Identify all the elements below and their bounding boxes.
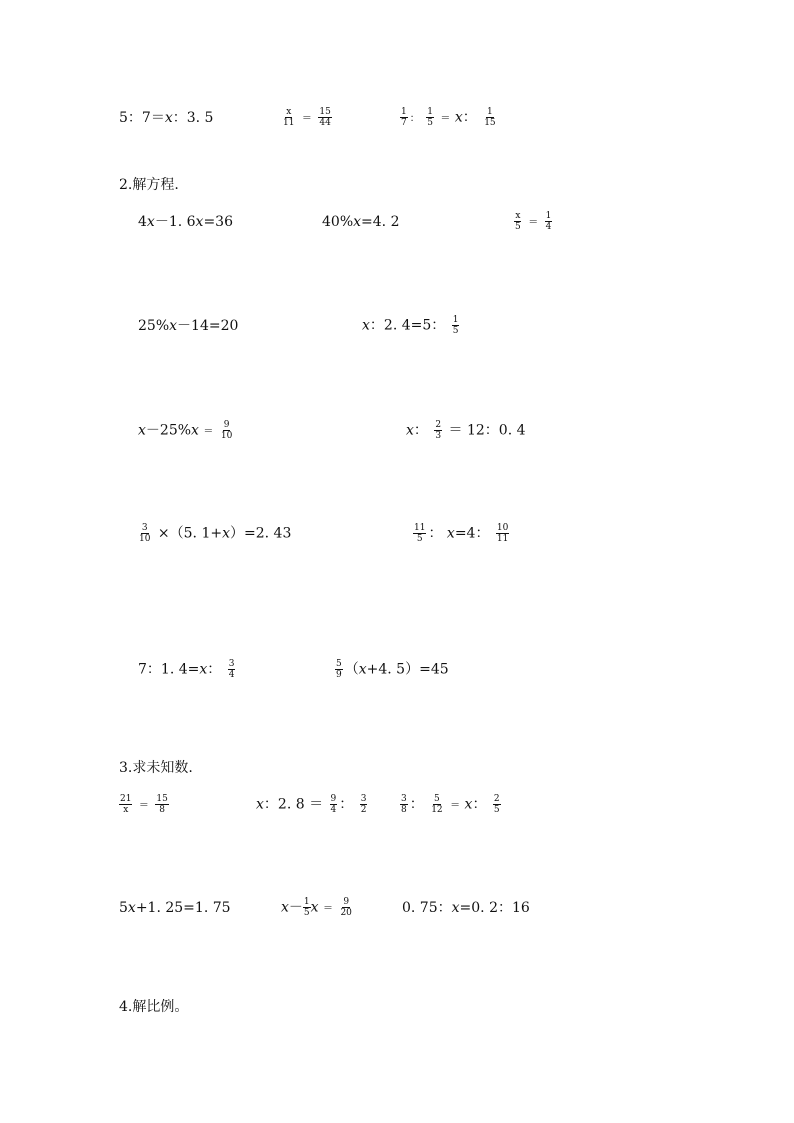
- q2-equation-7: x： $\frac{2}{3}$ ＝ 12：0. 4: [406, 420, 526, 441]
- q3-equation-2: x：2. 8 ＝ $\frac{9}{4}$ ： $\frac{3}{2}$: [256, 794, 367, 815]
- q1-equation-1: 5：7＝x：3. 5: [119, 110, 214, 126]
- section-2-title: 2.解方程.: [119, 177, 179, 193]
- q2-equation-3: $\frac{x}{5}$ ＝ $\frac{1}{4}$: [515, 211, 552, 232]
- q3-equation-4: 5x+1. 25=1. 75: [119, 900, 231, 916]
- q1-equation-2: $\frac{x}{11}$ ＝ $\frac{15}{44}$: [283, 107, 331, 128]
- q3-equation-3: $\frac{3}{8}$ ： $\frac{5}{12}$ ＝ x： $\frac{2}{5}$: [401, 794, 500, 815]
- q3-equation-5: x－ $\frac{1}{5}$ x ＝ $\frac{9}{20}$: [281, 897, 352, 918]
- q2-equation-10: 7：1. 4=x： $\frac{3}{4}$: [138, 659, 235, 680]
- section-4-title: 4.解比例。: [119, 999, 189, 1015]
- q2-equation-11: $\frac{5}{9}$ （x+4. 5）=45: [336, 659, 449, 680]
- q3-equation-1: $\frac{21}{x}$ ＝ $\frac{15}{8}$: [120, 794, 168, 815]
- q2-equation-1: 4x－1. 6x=36: [138, 214, 233, 230]
- q2-equation-2: 40%x=4. 2: [322, 214, 400, 230]
- q1-equation-3: $\frac{1}{7}$ ： $\frac{1}{5}$ ＝ x： $\frac{1}{15}$: [401, 107, 496, 128]
- section-3-title: 3.求未知数.: [119, 760, 193, 776]
- q3-equation-6: 0. 75：x=0. 2：16: [402, 900, 530, 916]
- q2-equation-5: x：2. 4=5： $\frac{1}{5}$: [362, 315, 459, 336]
- q2-equation-8: $\frac{3}{10}$ ×（5. 1+x）=2. 43: [139, 523, 292, 544]
- q2-equation-9: $\frac{11}{5}$ ： x=4： $\frac{10}{11}$: [414, 523, 509, 544]
- q2-equation-4: 25%x－14=20: [138, 318, 239, 334]
- q2-equation-6: x－25%x ＝ $\frac{9}{10}$: [138, 420, 233, 441]
